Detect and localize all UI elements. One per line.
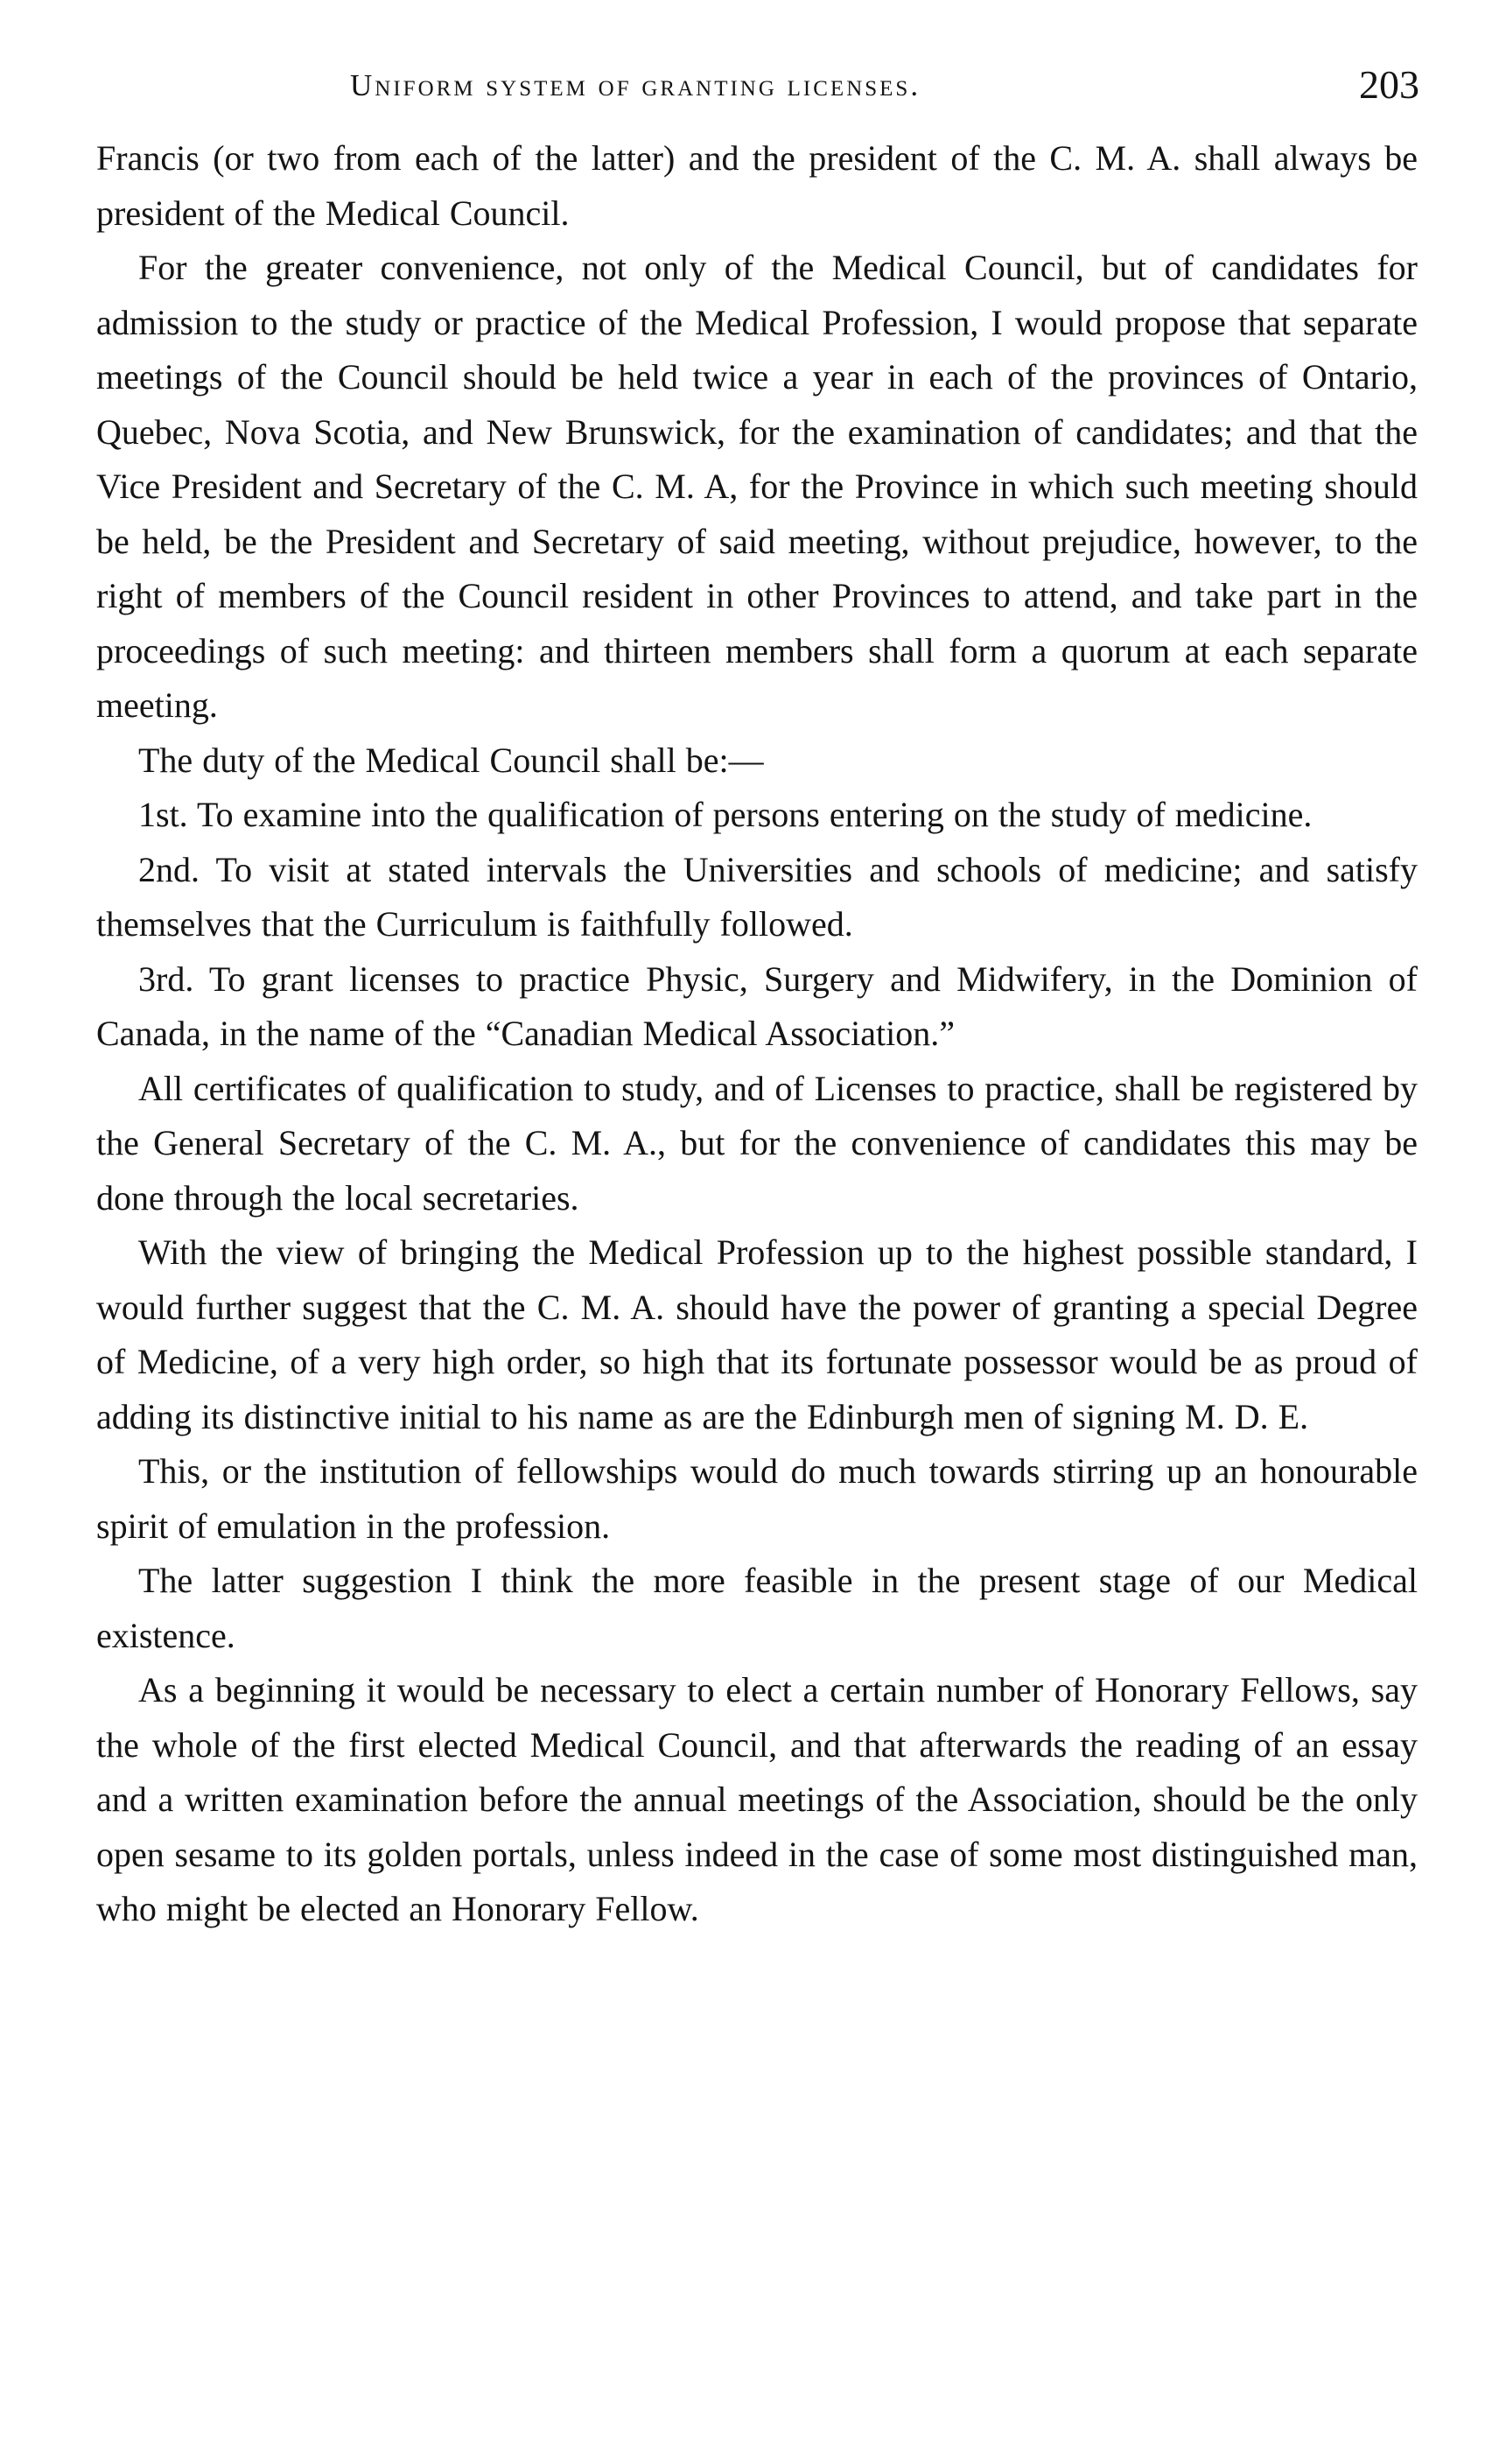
body-text — [96, 131, 1418, 1937]
paragraph-special-degree: With the view of bringing the Medical Profession up to the highest possible standard, I would further suggest that the C. M. A. should have the power of granting a special Degree of Medicine, of a very high order, so high that its fortunate possessor would be as proud of adding its distinctive initial to his name as are the Edinburgh men of signing M. D. E. — [96, 1232, 1418, 1436]
page-number: 203 — [1359, 62, 1419, 107]
paragraph-honorary-fellows: As a beginning it would be necessary to elect a certain number of Honorary Fellows, say the whole of the first elected Medical Council, and that afterwards the reading of an essay and a written examination before the annual meetings of the Association, should be the only open sesame to its golden portals, unless indeed in the case of some most distinguished man, who might be elected an Honorary Fellow. — [96, 1670, 1418, 1928]
book-page — [96, 61, 1418, 1937]
paragraph-duty-second: 2nd. To visit at stated intervals the Universities and schools of medicine; and satisfy themselves that the Curriculum is faithfully followed. — [96, 849, 1418, 944]
paragraph-latter-suggestion: The latter suggestion I think the more feasible in the present stage of our Medical existence. — [96, 1561, 1418, 1655]
paragraph-duty-third: 3rd. To grant licenses to practice Physic, Surgery and Midwifery, in the Dominion of Canada, in the name of the “Canadian Medical Association.” — [96, 958, 1418, 1053]
paragraph-duty-first: 1st. To examine into the qualification of persons entering on the study of medicine. — [138, 795, 1313, 834]
paragraph-certificates: All certificates of qualification to study, and of Licenses to practice, shall be registered by the General Secretary of the C. M. A., but for the convenience of candidates this may be done through the local secretaries. — [96, 1068, 1418, 1218]
paragraph-continuation: Francis (or two from each of the latter) and the president of the C. M. A. shall always be president of the Medical Council. — [96, 138, 1418, 233]
running-head — [96, 61, 1418, 131]
paragraph-separate-meetings: For the greater convenience, not only of the Medical Council, but of candidates for admission to the study or practice of the Medical Profession, I would propose that separate meetings of the Council should be held twice a year in each of the provinces of Ontario, Quebec, Nova Scotia, and New Brunswick, for the examination of candidates; and that the Vice President and Secretary of the C. M. A, for the Province in which such meeting should be held, be the President and Secretary of said meeting, without prejudice, however, to the right of members of the Council resident in other Provinces to attend, and take part in the proceedings of such meeting: and thirteen members shall form a quorum at each separate meeting. — [96, 248, 1418, 725]
running-title: Uniform system of granting licenses. — [350, 68, 921, 102]
paragraph-duty-intro: The duty of the Medical Council shall be:— — [138, 740, 764, 780]
paragraph-fellowships: This, or the institution of fellowships would do much towards stirring up an honourable spirit of emulation in the profession. — [96, 1451, 1418, 1546]
